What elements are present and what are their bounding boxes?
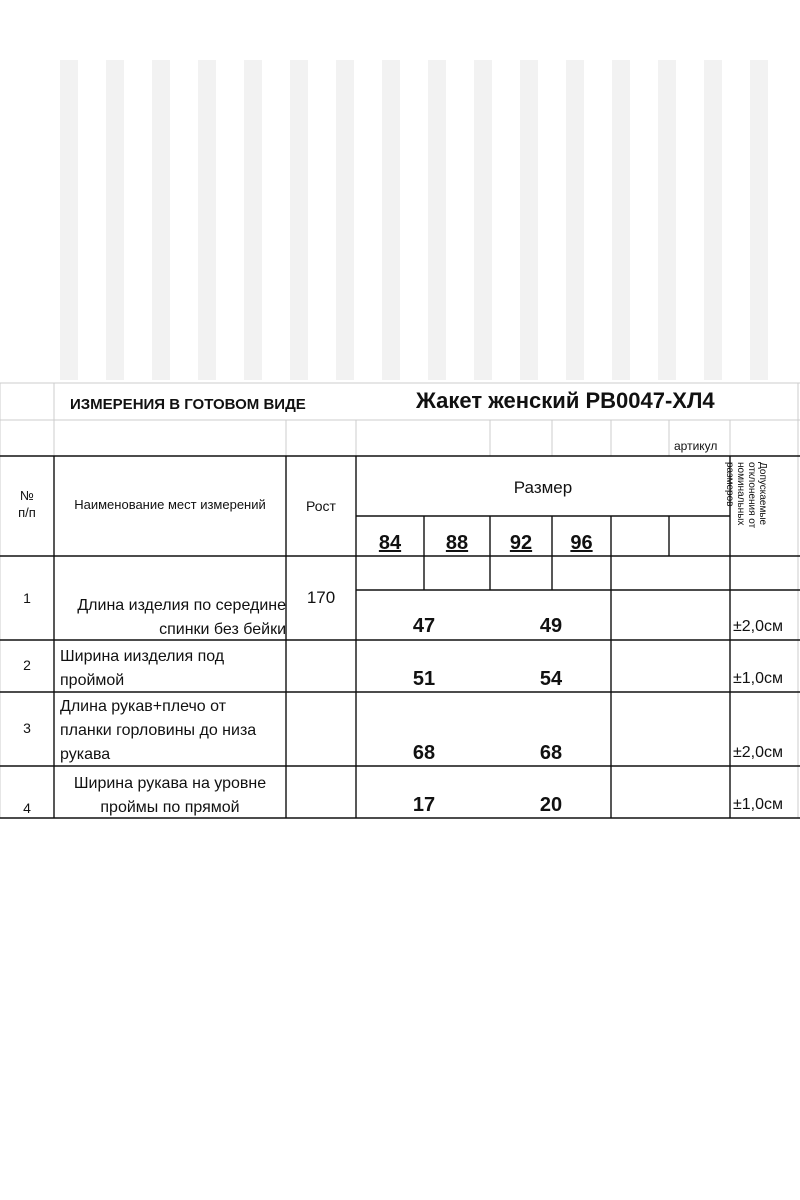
row-measurement-name: Длина изделия по середине спинки без бейки (77, 597, 286, 638)
row-tolerance: ±1,0см (733, 670, 784, 687)
row-number: 2 (23, 657, 31, 673)
row-measurement-name: Длина рукав+плечо от планки горловины до низа рукава (60, 698, 257, 763)
row-value-92-96: 49 (539, 615, 563, 637)
row-number: 3 (23, 720, 31, 736)
row-value-84-88: 17 (412, 794, 436, 816)
size-96: 96 (570, 532, 593, 554)
row-value-92-96: 54 (539, 668, 563, 690)
size-88: 88 (445, 532, 469, 554)
column-header-size: Размер (513, 478, 573, 497)
column-header-tolerance: Допускаемые отклонения от номинальных размеров (724, 462, 768, 529)
column-header-name: Наименование мест измерений (74, 497, 266, 512)
article-label: артикул (674, 439, 718, 453)
row-value-92-96: 68 (539, 742, 563, 764)
size-92: 92 (509, 532, 533, 554)
row-measurement-name: Ширина иизделия под проймой (60, 648, 225, 689)
row-height-value: 170 (306, 588, 336, 607)
column-header-number: № п/п (18, 488, 36, 520)
column-header-height: Рост (306, 498, 336, 514)
row-number: 1 (23, 590, 31, 606)
product-title: Жакет женский РВ0047-ХЛ4 (416, 388, 715, 413)
row-value-84-88: 47 (412, 615, 436, 637)
row-value-84-88: 68 (412, 742, 436, 764)
row-4-clip (0, 766, 800, 818)
sheet-title: ИЗМЕРЕНИЯ В ГОТОВОМ ВИДЕ (70, 396, 306, 413)
row-number: 4 (23, 800, 31, 816)
row-tolerance: ±1,0см (733, 796, 784, 813)
row-measurement-name: Ширина рукава на уровне проймы по прямой (73, 775, 267, 816)
size-84: 84 (378, 532, 402, 554)
row-value-84-88: 51 (412, 668, 436, 690)
row-tolerance: ±2,0см (733, 618, 784, 635)
row-tolerance: ±2,0см (733, 744, 784, 761)
row-value-92-96: 20 (539, 794, 563, 816)
